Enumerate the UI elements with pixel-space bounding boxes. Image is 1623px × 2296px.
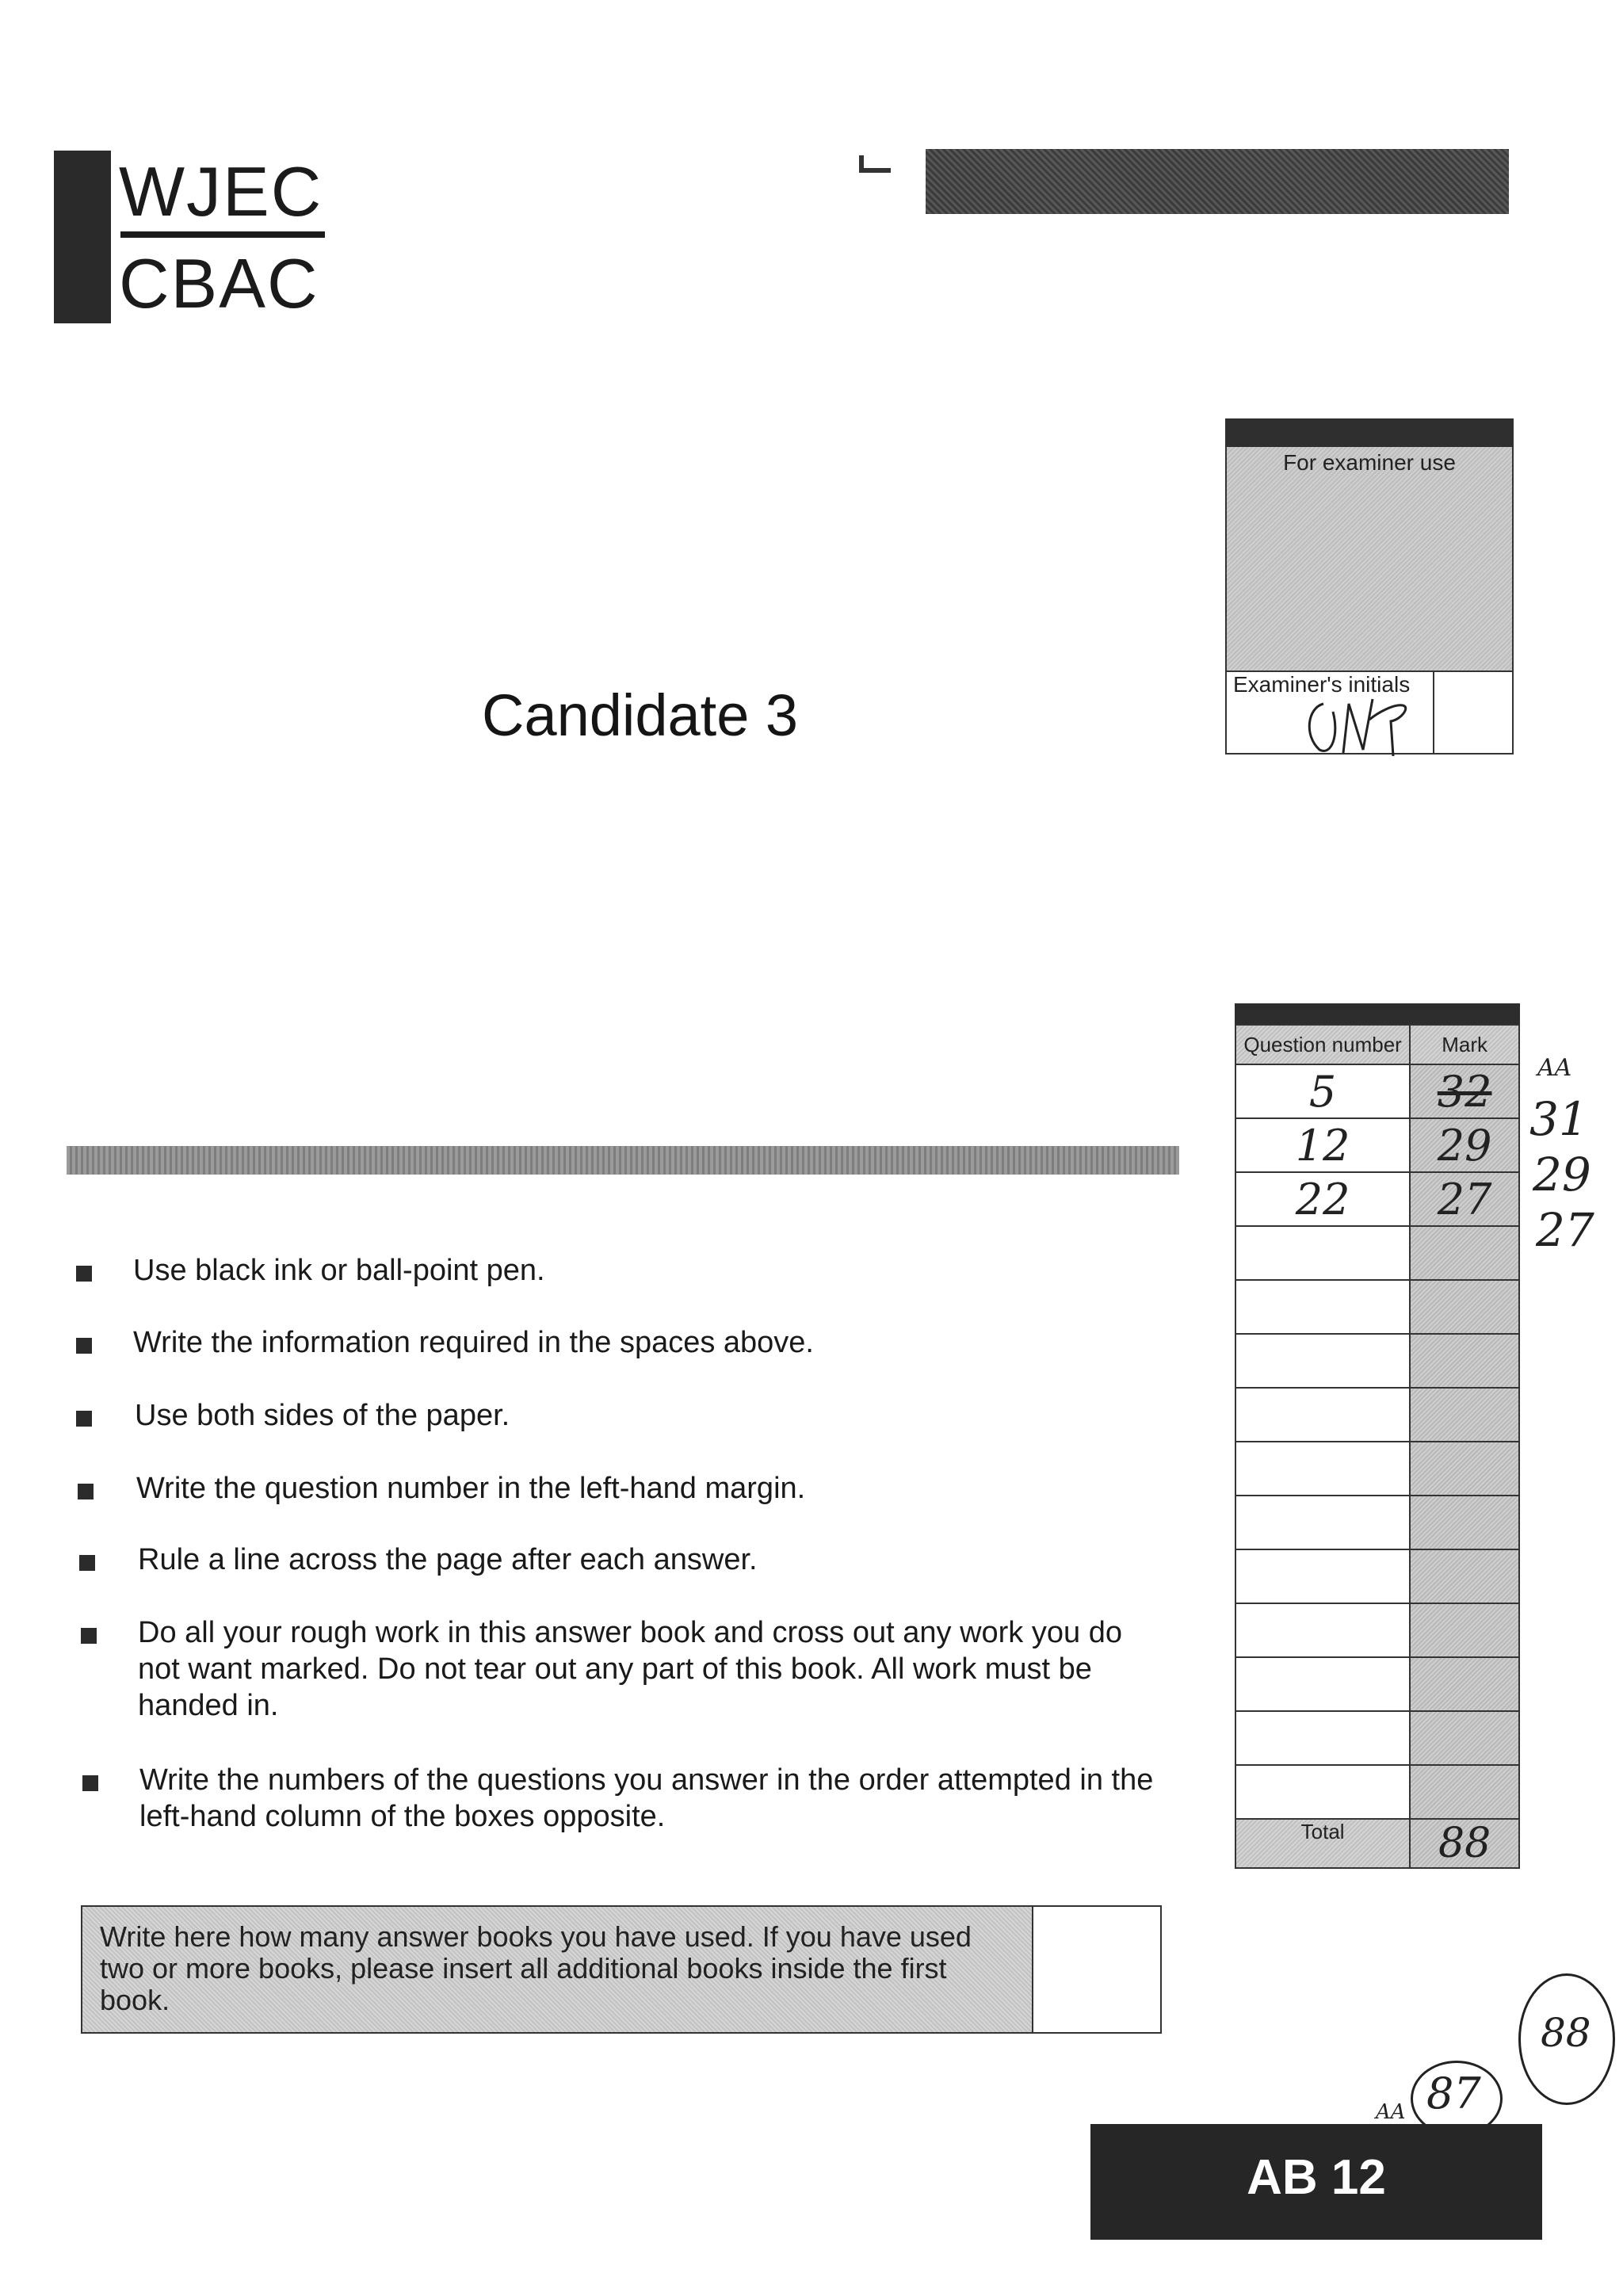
table-row: [1235, 1280, 1519, 1334]
answer-books-prompt: Write here how many answer books you have used. If you have used two or more books, please insert all additional books inside the first book.: [100, 1920, 972, 2016]
circled-total: 88: [1541, 2010, 1591, 2056]
col-mark: Mark: [1410, 1025, 1519, 1064]
examiner-box-title: For examiner use: [1283, 450, 1456, 475]
total-row: [1235, 1819, 1519, 1868]
candidate-details-band: [926, 149, 1509, 214]
question-number-cell[interactable]: [1235, 1280, 1410, 1334]
mark-cell[interactable]: 32: [1410, 1064, 1519, 1118]
candidate-label: Candidate 3: [482, 682, 799, 748]
total-label: Total: [1235, 1819, 1410, 1868]
table-row: [1235, 1711, 1519, 1765]
mark-cell[interactable]: 27: [1410, 1172, 1519, 1226]
question-number-cell[interactable]: 22: [1235, 1172, 1410, 1226]
mark-cell[interactable]: [1410, 1711, 1519, 1765]
question-number-cell[interactable]: [1235, 1765, 1410, 1819]
corner-mark: [859, 155, 891, 173]
mark-cell[interactable]: [1410, 1603, 1519, 1657]
question-table: [1235, 1024, 1520, 1869]
question-number-cell[interactable]: [1235, 1603, 1410, 1657]
logo-rule: [120, 231, 325, 238]
table-row: [1235, 1442, 1519, 1496]
answer-books-divider: [1032, 1907, 1033, 2032]
instruction-6: Do all your rough work in this answer book and cross out any work you do not want marked. Do not tear out any part of this book. All work must be handed in.: [138, 1616, 1122, 1722]
total-mark-cell[interactable]: 88: [1410, 1819, 1519, 1868]
moderator-initials: AA: [1537, 1054, 1572, 1082]
bullet: [81, 1628, 97, 1644]
bullet: [82, 1775, 98, 1791]
booklet-code: AB 12: [1247, 2150, 1386, 2205]
bullet: [79, 1555, 95, 1571]
mark-cell[interactable]: [1410, 1657, 1519, 1711]
mark-cell[interactable]: [1410, 1442, 1519, 1496]
instruction-4: Write the question number in the left-hand margin.: [136, 1472, 806, 1505]
bullet: [76, 1338, 92, 1354]
table-row: [1235, 1765, 1519, 1819]
answer-books-count-field[interactable]: [1035, 1908, 1159, 2030]
bullet: [76, 1411, 92, 1427]
table-row: [1235, 1226, 1519, 1280]
question-number-cell[interactable]: [1235, 1442, 1410, 1496]
question-number-cell[interactable]: [1235, 1388, 1410, 1442]
instruction-5: Rule a line across the page after each answer.: [138, 1543, 758, 1576]
instruction-3: Use both sides of the paper.: [135, 1399, 510, 1432]
table-row: [1235, 1549, 1519, 1603]
table-row: [1235, 1657, 1519, 1711]
question-number-cell[interactable]: [1235, 1226, 1410, 1280]
instruction-2: Write the information required in the spaces above.: [133, 1326, 814, 1359]
table-row: [1235, 1064, 1519, 1118]
question-number-cell[interactable]: [1235, 1549, 1410, 1603]
table-row: [1235, 1334, 1519, 1388]
moderated-total: 87: [1426, 2069, 1481, 2118]
mark-cell[interactable]: [1410, 1388, 1519, 1442]
bullet: [78, 1484, 94, 1499]
examiner-box-shade: [1227, 447, 1512, 670]
revised-mark: 29: [1533, 1148, 1591, 1201]
instruction-1: Use black ink or ball-point pen.: [133, 1254, 545, 1287]
mark-cell[interactable]: [1410, 1765, 1519, 1819]
question-number-cell[interactable]: [1235, 1496, 1410, 1549]
divider-band: [67, 1146, 1179, 1175]
instruction-7: Write the numbers of the questions you answer in the order attempted in the left-hand column of the boxes opposite.: [139, 1763, 1154, 1833]
examiner-initials-divider: [1433, 670, 1434, 755]
table-row: [1235, 1172, 1519, 1226]
question-number-cell[interactable]: [1235, 1334, 1410, 1388]
table-row: [1235, 1603, 1519, 1657]
question-number-cell[interactable]: [1235, 1657, 1410, 1711]
bullet: [76, 1266, 92, 1282]
mark-cell[interactable]: 29: [1410, 1118, 1519, 1172]
examiner-box-header: [1225, 418, 1514, 447]
mark-cell[interactable]: [1410, 1226, 1519, 1280]
logo-cbac: CBAC: [119, 244, 319, 323]
question-number-cell[interactable]: [1235, 1711, 1410, 1765]
col-question-number: Question number: [1235, 1025, 1410, 1064]
mark-cell[interactable]: [1410, 1334, 1519, 1388]
question-number-cell[interactable]: 5: [1235, 1064, 1410, 1118]
revised-mark: 27: [1536, 1203, 1594, 1257]
mark-cell[interactable]: [1410, 1496, 1519, 1549]
logo-wjec: WJEC: [119, 152, 323, 231]
question-table-header-bar: [1235, 1003, 1520, 1024]
examiner-signature: [1300, 688, 1419, 756]
mark-cell[interactable]: [1410, 1280, 1519, 1334]
examiner-initials-label: Examiner's initials: [1233, 672, 1411, 697]
revised-mark: 31: [1529, 1092, 1588, 1146]
mark-cell[interactable]: [1410, 1549, 1519, 1603]
logo-bar: [54, 151, 111, 323]
table-row: [1235, 1388, 1519, 1442]
table-row: [1235, 1496, 1519, 1549]
moderator-initials: AA: [1376, 2100, 1406, 2124]
question-number-cell[interactable]: 12: [1235, 1118, 1410, 1172]
table-row: [1235, 1118, 1519, 1172]
